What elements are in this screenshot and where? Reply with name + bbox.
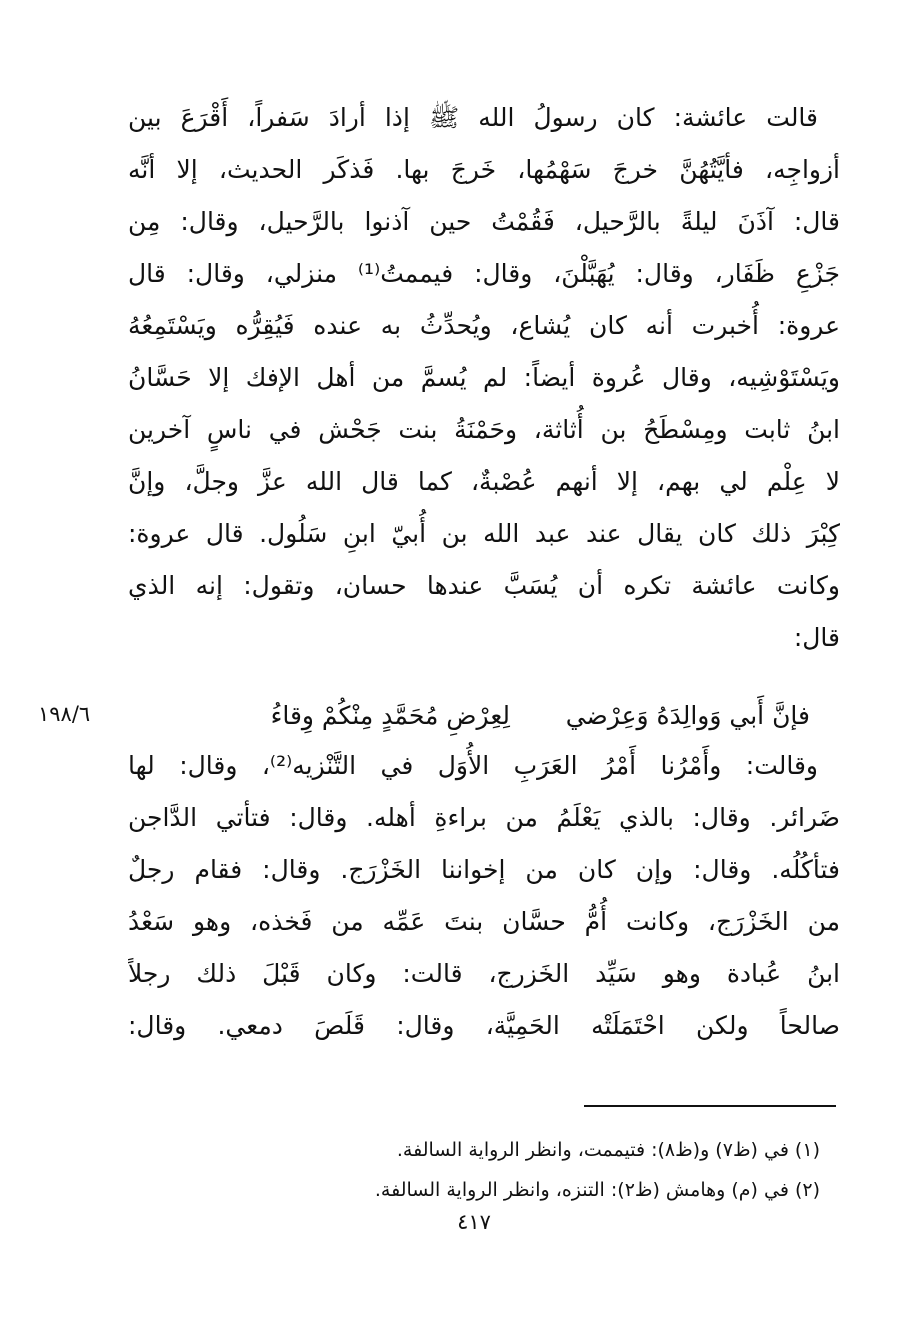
page-number: ٤١٧ [457,1210,491,1234]
verse-second-hemistich: لِعِرْضِ مُحَمَّدٍ مِنْكُمْ وِقاءُ [270,701,510,730]
verse-reference: ١٩٨/٦ [38,702,91,726]
text-line: قالت عائشة: كان رسولُ الله ﷺ إذا أرادَ سَفراً، أَقْرَعَ بين [128,103,818,132]
text-line: ويَسْتَوْشِيه، وقال عُروة أيضاً: لم يُسمَّ من أهل الإفك إلا حَسَّانُ [128,363,840,392]
text-line: ابنُ ثابت ومِسْطَحُ بن أُثاثة، وحَمْنَةُ بنت جَحْش في ناسٍ آخرين [128,415,840,444]
paragraph-1 [128,92,840,664]
text-line: قال: [793,623,840,652]
text-line: فتأكُلُه. وقال: وإن كان من إخواننا الخَزْرَج. وقال: فقام رجلٌ [128,855,840,884]
text-line: عروة: أُخبرت أنه كان يُشاع، ويُحدِّثُ به عنده فَيُقِرُّه ويَسْتَمِعُهُ [128,311,840,340]
text-line: ضَرائر. وقال: بالذي يَعْلَمُ من براءةِ أهله. وقال: فتأتي الدَّاجن [128,803,840,832]
text-line: قال: آذَنَ ليلةً بالرَّحيل، فَقُمْتُ حين آذنوا بالرَّحيل، وقال: مِن [128,207,840,236]
text-line: لا عِلْم لي بهم، إلا أنهم عُصْبةٌ، كما قال الله عزَّ وجلَّ، وإنَّ [128,467,840,496]
footnote-separator [584,1105,836,1107]
footnotes [128,1130,840,1210]
poetry-verse [128,690,840,742]
text-line: صالحاً ولكن احْتَمَلَتْه الحَمِيَّة، وقال: قَلَصَ دمعي. وقال: [128,1011,840,1040]
text-line: كِبْرَ ذلك كان يقال عند عبد الله بن أُبيّ ابنِ سَلُول. قال عروة: [128,519,840,548]
text-line: جَزْعِ ظَفَار، وقال: يُهَبَّلْنَ، وقال: فيممتُ⁽¹⁾ منزلي، وقال: قال [128,259,840,288]
text-line: ابنُ عُبادة وهو سَيِّد الخَزرج، قالت: وكان قَبْلَ ذلك رجلاً [128,959,840,988]
text-line: أزواجِه، فأيَّتُهُنَّ خرجَ سَهْمُها، خَرجَ بها. فَذكَر الحديث، إلا أنَّه [128,155,840,184]
paragraph-2 [128,740,840,1052]
text-line: من الخَزْرَج، وكانت أُمُّ حسَّان بنتَ عَمِّه من فَخذه، وهو سَعْدُ [128,907,840,936]
text-line: وقالت: وأَمْرُنا أَمْرُ العَرَبِ الأُوَل في التَّنْزيه⁽²⁾، وقال: لها [128,751,818,780]
text-line: وكانت عائشة تكره أن يُسَبَّ عندها حسان، وتقول: إنه الذي [128,571,840,600]
verse-first-hemistich: فإنَّ أَبي وَوالِدَهُ وَعِرْضي [565,701,810,730]
footnote-1: (١) في (ظ٧) و(ظ٨): فتيممت، وانظر الرواية السالفة. [396,1139,820,1161]
footnote-2: (٢) في (م) وهامش (ظ٢): التنزه، وانظر الرواية السالفة. [374,1179,820,1201]
